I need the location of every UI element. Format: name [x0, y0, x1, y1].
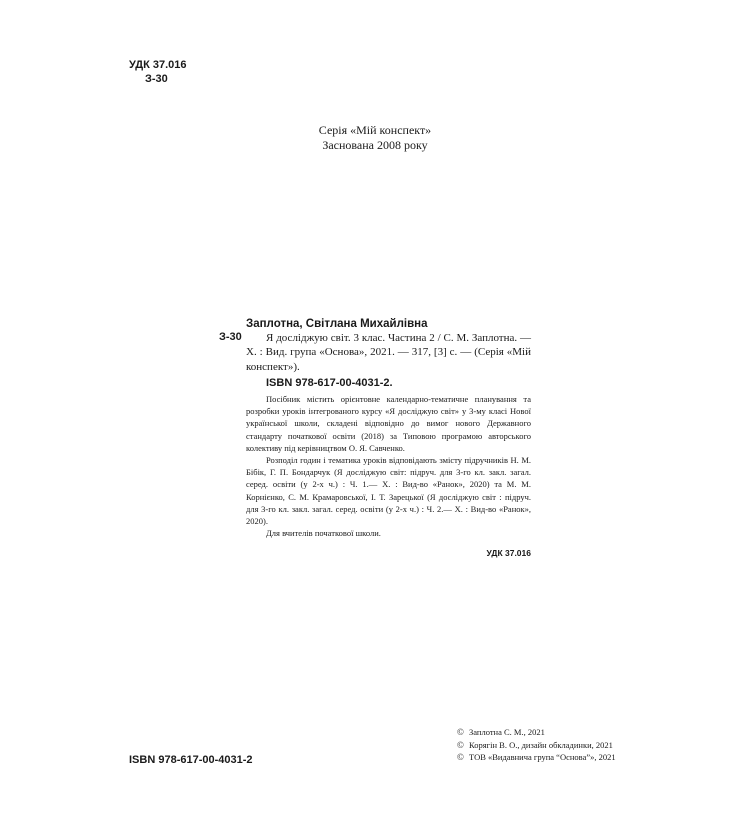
- series-founded: Заснована 2008 року: [322, 138, 428, 152]
- series-info: [0, 123, 750, 153]
- author-name: Заплотна, Світлана Михайлівна: [246, 318, 428, 330]
- copyright-line: [457, 751, 657, 764]
- author-code: З-30: [219, 331, 242, 343]
- copyright-text: Заплотна С. М., 2021: [469, 727, 545, 737]
- copyright-icon: ©: [457, 752, 464, 762]
- card-isbn: ISBN 978-617-00-4031-2.: [266, 376, 393, 389]
- copyright-icon: ©: [457, 739, 464, 750]
- bibliographic-description: Я досліджую світ. 3 клас. Частина 2 / С. М. Заплотна. — Х. : Вид. група «Основа», 2021. — 317, [3] с. — (Серія «Мій конспект»).: [246, 332, 531, 373]
- footer-isbn: ISBN 978-617-00-4031-2: [129, 754, 253, 766]
- annotation-paragraph-1: Посібник містить орієнтовне календарно-тематичне планування та розробки уроків інтегрованого курсу «Я досліджую світ» у 3-му класі Нової української школи, складені відповідно до вимог нового Державного стандарту початкової освіти (2018) за Типовою програмою авторського колективу під керівництвом О. Я. Савченко.: [246, 393, 531, 453]
- header-classification: [129, 58, 187, 86]
- copyright-text: Корягін В. О., дизайн обкладинки, 2021: [469, 739, 613, 750]
- copyright-icon: ©: [457, 727, 464, 737]
- target-audience: Для вчителів початкової школи.: [266, 528, 381, 539]
- card-udk-code: УДК 37.016: [486, 548, 531, 559]
- annotation-paragraph-2: Розподіл годин і тематика уроків відповідають змісту підручників Н. М. Бібік, Г. П. Бондарчук (Я досліджую світ: підруч. для 3-го кл. закл. загал. серед. освіти (у 2-х ч.) : Ч. 1.— Х. : Вид-во «Ранок», 2020) та М. М. Корнієнко, С. М. Крамаровської, І. Т. Зарецької (Я досліджую світ : підруч. для 3-го кл. закл. загал. серед. освіти (у 2-х ч.) : Ч. 2.— Х. : Вид-во «Ранок», 2020).: [246, 454, 531, 526]
- copyright-text: ТОВ «Видавнича група “Основа”», 2021: [469, 752, 616, 762]
- copyright-block: [457, 726, 657, 764]
- series-title: Серія «Мій конспект»: [318, 123, 432, 137]
- udk-code: УДК 37.016: [129, 59, 187, 71]
- bbk-code: З-30: [145, 73, 168, 85]
- catalog-card-body: [246, 317, 531, 559]
- copyright-line: [457, 726, 657, 739]
- copyright-line: [457, 739, 657, 752]
